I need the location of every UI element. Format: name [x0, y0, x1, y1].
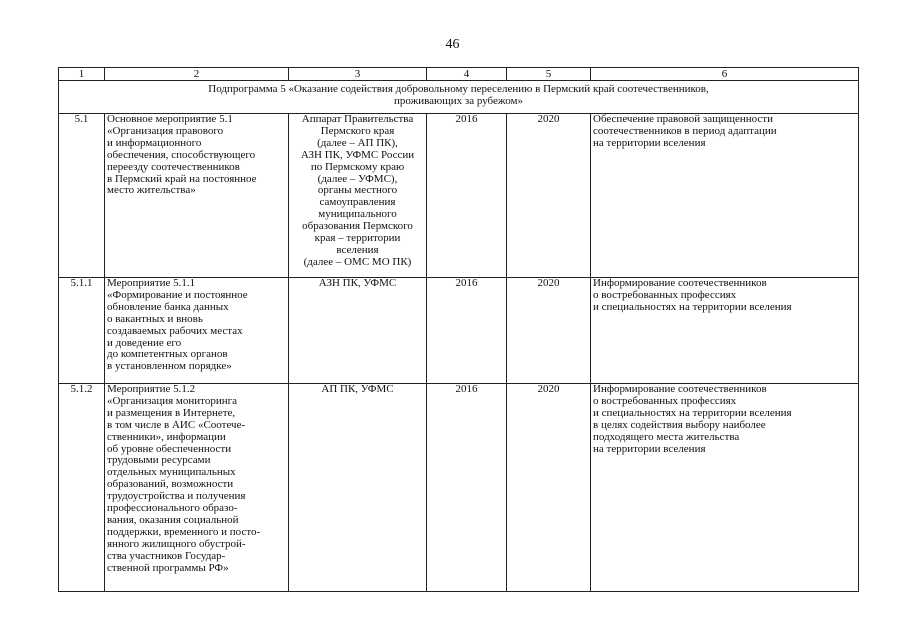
subprogram-title	[59, 81, 859, 114]
text-line: обновление банка данных	[107, 300, 229, 313]
text-line: муниципального	[318, 208, 397, 221]
activity-cell	[105, 114, 289, 278]
text-line: по Пермскому краю	[310, 160, 405, 173]
text-line: и информационного	[107, 136, 202, 149]
result-cell	[591, 278, 859, 384]
text-line: янного жилищного обустрой-	[107, 537, 246, 550]
end-year: 2020	[507, 278, 591, 384]
text-line: «Формирование и постоянное	[107, 288, 248, 301]
column-header: 2	[105, 68, 289, 81]
text-line: переезду соотечественников	[107, 160, 240, 173]
activity-cell	[105, 384, 289, 592]
activity-cell	[105, 278, 289, 384]
text-line: Пермского края	[320, 124, 395, 137]
row-number: 5.1.2	[59, 384, 105, 592]
text-line: отдельных муниципальных	[107, 466, 236, 479]
text-line: самоуправления	[319, 196, 396, 209]
subprogram-title-line: проживающих за рубежом»	[394, 95, 523, 107]
result-cell	[591, 384, 859, 592]
text-line: на территории вселения	[593, 442, 706, 455]
start-year: 2016	[427, 114, 507, 278]
column-header: 3	[289, 68, 427, 81]
text-line: края – территории	[314, 232, 401, 245]
text-line: (далее – УФМС),	[317, 172, 398, 185]
column-header: 1	[59, 68, 105, 81]
text-line: трудоустройства и получения	[107, 490, 246, 503]
column-header: 6	[591, 68, 859, 81]
result-cell	[591, 114, 859, 278]
text-line: Обеспечение правовой защищенности	[593, 113, 773, 125]
text-line: обеспечения, способствующего	[107, 148, 256, 161]
text-line: соотечественников в период адаптации	[593, 124, 777, 137]
text-line: АЗН ПК, УФМС	[318, 277, 397, 289]
executor-cell	[289, 114, 427, 278]
text-line: органы местного	[317, 184, 398, 197]
text-line: об уровне обеспеченности	[107, 442, 232, 455]
page-number: 46	[445, 37, 460, 52]
end-year: 2020	[507, 384, 591, 592]
text-line: «Организация правового	[107, 124, 224, 137]
start-year: 2016	[427, 384, 507, 592]
text-line: поддержки, временного и посто-	[107, 525, 261, 538]
text-line: до компетентных органов	[107, 348, 228, 361]
text-line: и специальностях на территории вселения	[593, 300, 792, 313]
start-year: 2016	[427, 278, 507, 384]
table-row	[59, 114, 859, 278]
text-line: ственники», информации	[107, 430, 226, 443]
text-line: образований, возможности	[107, 478, 234, 491]
text-line: Основное мероприятие 5.1	[107, 113, 233, 125]
text-line: и специальностях на территории вселения	[593, 406, 792, 419]
end-year: 2020	[507, 114, 591, 278]
text-line: Мероприятие 5.1.1	[107, 277, 196, 289]
text-line: о вакантных и вновь	[107, 312, 203, 325]
text-line: профессионального образо-	[107, 502, 238, 515]
text-line: Мероприятие 5.1.2	[107, 383, 196, 395]
text-line: в целях содействия выбору наиболее	[593, 418, 766, 431]
text-line: и размещения в Интернете,	[107, 406, 236, 419]
text-line: ственной программы РФ»	[107, 561, 229, 574]
text-line: вания, оказания социальной	[107, 513, 239, 526]
text-line: Информирование соотечественников	[593, 383, 767, 395]
text-line: АП ПК, УФМС	[321, 383, 394, 395]
table-row	[59, 278, 859, 384]
text-line: о востребованных профессиях	[593, 288, 737, 301]
text-line: на территории вселения	[593, 136, 706, 149]
executor-cell	[289, 278, 427, 384]
text-line: ства участников Государ-	[107, 549, 226, 562]
text-line: «Организация мониторинга	[107, 394, 237, 407]
column-header: 5	[507, 68, 591, 81]
row-number: 5.1	[59, 114, 105, 278]
text-line: место жительства»	[107, 184, 196, 197]
text-line: о востребованных профессиях	[593, 394, 737, 407]
text-line: (далее – АП ПК),	[317, 136, 398, 149]
text-line: образования Пермского	[302, 220, 413, 233]
executor-cell	[289, 384, 427, 592]
column-number-row	[59, 68, 859, 81]
text-line: в том числе в АИС «Соотече-	[107, 418, 246, 431]
text-line: вселения	[336, 243, 379, 256]
table-row	[59, 384, 859, 592]
subprogram-title-line: Подпрограмма 5 «Оказание содействия добровольному переселению в Пермский край соотечественников,	[208, 83, 709, 95]
text-line: и доведение его	[107, 336, 182, 349]
text-line: создаваемых рабочих местах	[107, 324, 243, 337]
text-line: в Пермский край на постоянное	[107, 172, 257, 185]
subprogram-row	[59, 81, 859, 114]
text-line: (далее – ОМС МО ПК)	[303, 255, 412, 268]
column-header: 4	[427, 68, 507, 81]
text-line: подходящего места жительства	[593, 430, 740, 443]
text-line: Аппарат Правительства	[301, 113, 414, 125]
text-line: Информирование соотечественников	[593, 277, 767, 289]
text-line: АЗН ПК, УФМС России	[300, 148, 415, 161]
row-number: 5.1.1	[59, 278, 105, 384]
program-table	[58, 67, 859, 592]
text-line: трудовыми ресурсами	[107, 454, 211, 467]
text-line: в установленном порядке»	[107, 360, 232, 373]
